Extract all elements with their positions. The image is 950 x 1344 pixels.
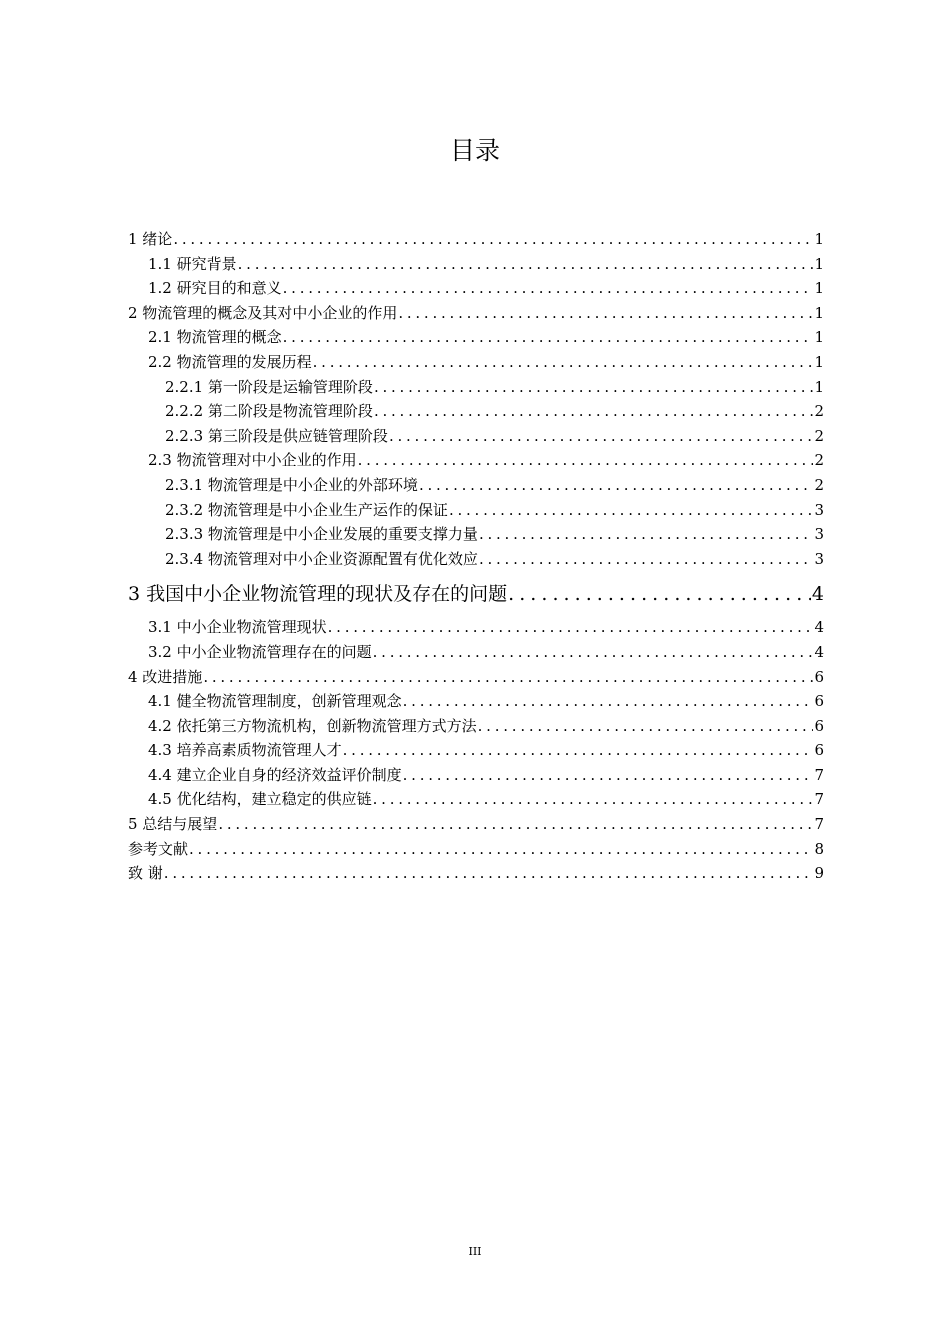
toc-dot-leader — [373, 787, 814, 812]
toc-entry-page: 6 — [814, 716, 824, 735]
toc-entry-page: 6 — [814, 741, 824, 760]
toc-dot-leader — [189, 837, 813, 862]
toc-dot-leader — [328, 615, 814, 640]
toc-entry[interactable] — [128, 252, 824, 277]
toc-entry-page: 6 — [814, 692, 824, 711]
toc-dot-leader — [238, 252, 814, 277]
page-number: III — [468, 1245, 482, 1258]
toc-entry-page: 2 — [814, 426, 824, 445]
toc-dot-leader — [313, 350, 814, 375]
toc-entry[interactable] — [128, 448, 824, 473]
toc-entry[interactable] — [128, 763, 824, 788]
toc-entry-title: 2.3 物流管理对中小企业的作用 — [148, 451, 357, 470]
table-of-contents — [128, 227, 824, 886]
toc-dot-leader — [203, 665, 813, 690]
toc-entry[interactable] — [128, 375, 824, 400]
toc-dot-leader — [508, 573, 811, 615]
toc-entry-title: 4.5 优化结构，建立稳定的供应链 — [148, 790, 372, 809]
toc-entry-title: 2.2 物流管理的发展历程 — [148, 352, 312, 371]
toc-entry-title: 2.3.2 物流管理是中小企业生产运作的保证 — [165, 500, 448, 519]
toc-entry-page: 6 — [814, 667, 824, 686]
toc-entry-title: 2.2.1 第一阶段是运输管理阶段 — [165, 377, 373, 396]
toc-dot-leader — [173, 227, 813, 252]
toc-entry[interactable] — [128, 689, 824, 714]
toc-entry[interactable] — [128, 227, 824, 252]
toc-entry[interactable] — [128, 812, 824, 837]
toc-entry-title: 2.3.4 物流管理对中小企业资源配置有优化效应 — [165, 549, 478, 568]
toc-entry-title: 4.2 依托第三方物流机构，创新物流管理方式方法 — [148, 716, 477, 735]
toc-entry[interactable] — [128, 424, 824, 449]
toc-entry[interactable] — [128, 665, 824, 690]
toc-entry-page: 2 — [814, 451, 824, 470]
toc-dot-leader — [403, 689, 814, 714]
toc-entry-title: 3.1 中小企业物流管理现状 — [148, 618, 327, 637]
toc-entry-title: 2.3.3 物流管理是中小企业发展的重要支撑力量 — [165, 525, 478, 544]
toc-dot-leader — [479, 547, 814, 572]
toc-entry-title: 1.1 研究背景 — [148, 254, 237, 273]
toc-entry-title: 1.2 研究目的和意义 — [148, 279, 282, 298]
toc-dot-leader — [283, 276, 814, 301]
toc-entry[interactable] — [128, 498, 824, 523]
toc-entry[interactable] — [128, 573, 824, 615]
toc-dot-leader — [479, 522, 814, 547]
toc-dot-leader — [283, 325, 814, 350]
toc-entry[interactable] — [128, 276, 824, 301]
toc-entry-page: 9 — [814, 864, 824, 883]
toc-entry-title: 1 绪论 — [128, 230, 173, 248]
toc-entry[interactable] — [128, 350, 824, 375]
toc-dot-leader — [373, 640, 814, 665]
toc-entry[interactable] — [128, 547, 824, 572]
toc-entry-title: 2 物流管理的概念及其对中小企业的作用 — [128, 303, 398, 322]
toc-entry-page: 8 — [814, 839, 824, 858]
toc-entry-page: 1 — [814, 352, 824, 371]
toc-entry-page: 7 — [814, 765, 824, 784]
toc-entry-page: 4 — [814, 618, 824, 637]
toc-dot-leader — [403, 763, 814, 788]
toc-entry[interactable] — [128, 399, 824, 424]
toc-entry-page: 7 — [814, 815, 824, 834]
toc-entry[interactable] — [128, 522, 824, 547]
toc-entry[interactable] — [128, 615, 824, 640]
toc-entry-page: 7 — [814, 790, 824, 809]
toc-entry-page: 1 — [814, 303, 824, 322]
toc-entry-title: 3 我国中小企业物流管理的现状及存在的问题 — [128, 583, 508, 606]
toc-entry-title: 5 总结与展望 — [128, 815, 218, 834]
toc-entry-title: 2.3.1 物流管理是中小企业的外部环境 — [165, 475, 418, 494]
toc-entry[interactable] — [128, 325, 824, 350]
toc-entry-page: 4 — [811, 583, 824, 606]
toc-entry[interactable] — [128, 714, 824, 739]
toc-entry[interactable] — [128, 738, 824, 763]
toc-dot-leader — [389, 424, 814, 449]
toc-entry-title: 4.1 健全物流管理制度，创新管理观念 — [148, 692, 402, 711]
toc-entry-page: 3 — [814, 549, 824, 568]
toc-entry-title: 4.4 建立企业自身的经济效益评价制度 — [148, 765, 402, 784]
toc-entry-page: 2 — [814, 402, 824, 421]
toc-entry-page: 1 — [814, 230, 824, 248]
toc-entry-title: 4.3 培养高素质物流管理人才 — [148, 741, 342, 760]
toc-entry-page: 3 — [814, 500, 824, 519]
toc-entry-title: 4 改进措施 — [128, 667, 203, 686]
toc-dot-leader — [164, 861, 814, 886]
toc-dot-leader — [449, 498, 814, 523]
toc-dot-leader — [358, 448, 814, 473]
toc-dot-leader — [343, 738, 814, 763]
toc-entry[interactable] — [128, 640, 824, 665]
toc-entry-title: 2.1 物流管理的概念 — [148, 328, 282, 347]
toc-entry-title: 2.2.2 第二阶段是物流管理阶段 — [165, 402, 373, 421]
toc-entry-page: 1 — [814, 254, 824, 273]
toc-dot-leader — [374, 375, 814, 400]
toc-entry-title: 2.2.3 第三阶段是供应链管理阶段 — [165, 426, 388, 445]
toc-entry-page: 4 — [814, 642, 824, 661]
toc-entry-title: 致 谢 — [128, 864, 163, 883]
toc-entry[interactable] — [128, 787, 824, 812]
toc-dot-leader — [478, 714, 814, 739]
toc-dot-leader — [419, 473, 814, 498]
page-title: 目录 — [449, 136, 500, 165]
toc-entry-page: 1 — [814, 279, 824, 298]
toc-entry-page: 1 — [814, 377, 824, 396]
toc-entry-page: 3 — [814, 525, 824, 544]
toc-entry[interactable] — [128, 861, 824, 886]
toc-entry-title: 3.2 中小企业物流管理存在的问题 — [148, 642, 372, 661]
toc-entry[interactable] — [128, 473, 824, 498]
toc-dot-leader — [218, 812, 813, 837]
toc-dot-leader — [398, 301, 813, 326]
toc-entry-page: 1 — [814, 328, 824, 347]
toc-entry[interactable] — [128, 301, 824, 326]
toc-entry-page: 2 — [814, 475, 824, 494]
toc-entry-title: 参考文献 — [128, 839, 189, 858]
toc-entry[interactable] — [128, 837, 824, 862]
toc-dot-leader — [374, 399, 814, 424]
